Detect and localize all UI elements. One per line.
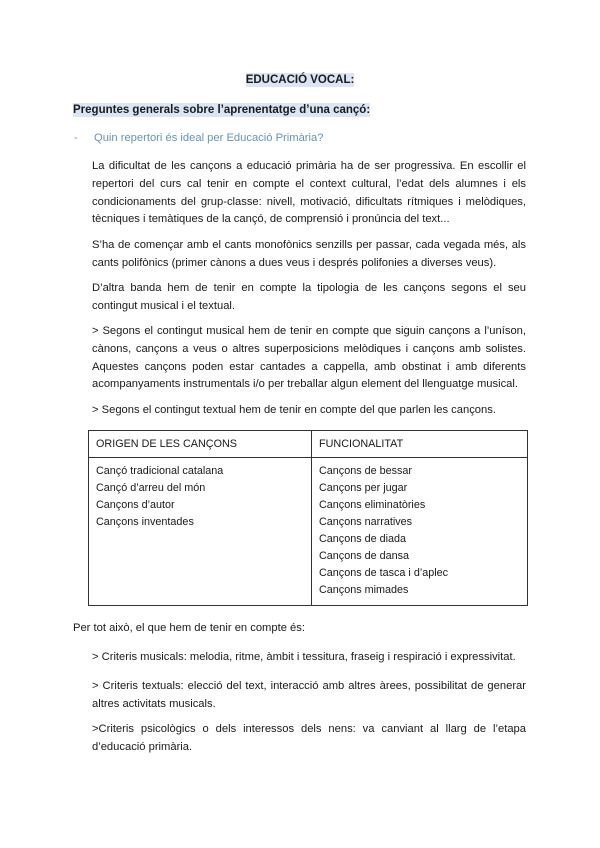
list-item: Cançons inventades — [96, 516, 194, 528]
funcionalitat-cell — [312, 458, 528, 606]
list-item: Cançó d’arreu del món — [96, 482, 206, 494]
paragraph-dificultat: La dificultat de les cançons a educació primària ha de ser progressiva. En escollir el repertori del curs cal tenir en compte el context cultural, l’edat dels alumnes i els condicionaments del grup-classe: nivell, motivació, dificultats rítmiques i melòdiques, tècniques i temàtiques de la cançó, de comprensió i pronúncia del text... — [92, 160, 526, 226]
criteria-textuals: > Criteris textuals: elecció del text, interacció amb altres àrees, possibilitat de generar altres activitats musicals. — [92, 680, 526, 710]
question-text: Quin repertori és ideal per Educació Primària? — [94, 132, 324, 144]
list-item: Cançons eliminatòries — [319, 499, 426, 511]
criteria-musicals: > Criteris musicals: melodia, ritme, àmbit i tessitura, fraseig i respiració i expressivitat. — [92, 651, 516, 663]
paragraph-contingut-musical: > Segons el contingut musical hem de tenir en compte que siguin cançons a l’uníson, cànons, cançons a veus o altres superposicions melòdiques i cançons amb solistes. Aquestes cançons poden estar cantades a cappella, amb obstinat i amb diferents acompanyaments instrumentals i/o per treballar algun element del llenguatge musical. — [92, 325, 526, 391]
list-item: Cançons de dansa — [319, 550, 410, 562]
paragraph-monofonics: S’ha de començar amb el cants monofònics senzills per passar, cada vegada més, als cants polifònics (primer cànons a dues veus i després polifonies a diverses veus). — [92, 239, 526, 269]
criteria-psicologics: >Criteris psicològics o dels interessos dels nens: va canviant al llarg de l’etapa d’educació primària. — [92, 723, 526, 753]
table-row — [89, 458, 528, 606]
origen-cell — [89, 458, 312, 606]
song-types-table — [88, 430, 528, 606]
list-item: Cançons narratives — [319, 516, 413, 528]
document-title — [0, 74, 600, 86]
table-header-row — [89, 431, 528, 458]
question-list-item — [74, 132, 323, 144]
table-header-origen: ORIGEN DE LES CANÇONS — [89, 431, 312, 458]
conclusion-intro: Per tot això, el que hem de tenir en compte és: — [73, 622, 305, 634]
list-item: Cançons de bessar — [319, 465, 413, 477]
section-subtitle-text: Preguntes generals sobre l’aprenentatge d’una cançó: — [73, 104, 371, 116]
list-item: Cançó tradicional catalana — [96, 465, 224, 477]
document-title-text: EDUCACIÓ VOCAL: — [245, 74, 355, 86]
paragraph-tipologia: D’altra banda hem de tenir en compte la tipologia de les cançons segons el seu contingut musical i el textual. — [92, 282, 526, 312]
list-item: Cançons mimades — [319, 584, 409, 596]
table-header-funcionalitat: FUNCIONALITAT — [312, 431, 528, 458]
list-item: Cançons per jugar — [319, 482, 408, 494]
paragraph-contingut-textual: > Segons el contingut textual hem de tenir en compte del que parlen les cançons. — [92, 404, 496, 416]
list-item: Cançons de tasca i d’aplec — [319, 567, 449, 579]
dash-bullet-icon: - — [74, 132, 78, 144]
list-item: Cançons de diada — [319, 533, 407, 545]
section-subtitle — [73, 104, 370, 116]
list-item: Cançons d’autor — [96, 499, 175, 511]
